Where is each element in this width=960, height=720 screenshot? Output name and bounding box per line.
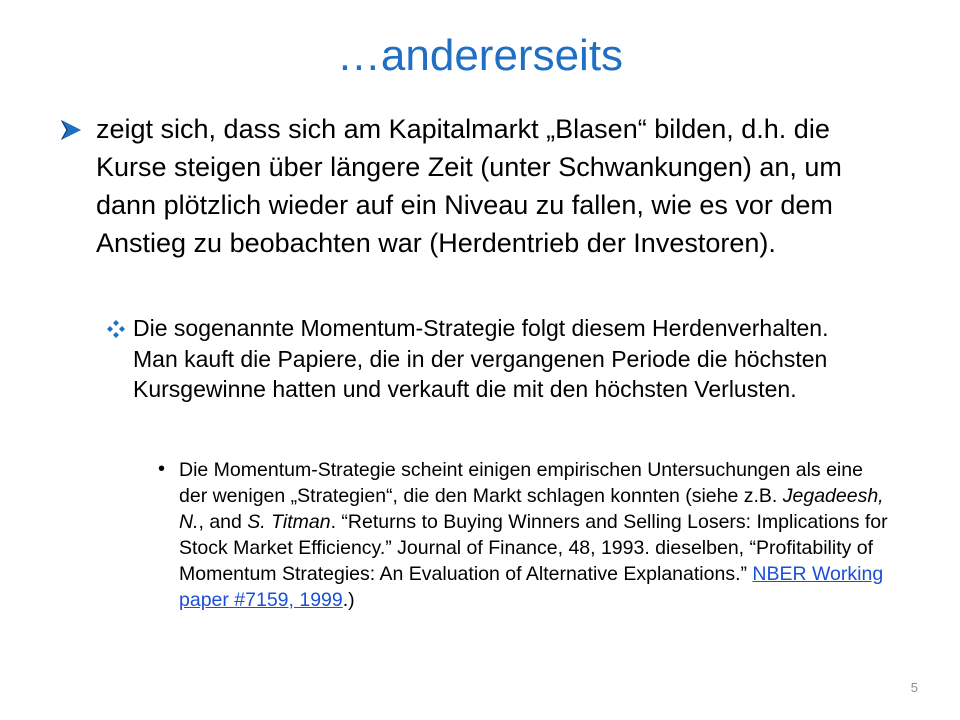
bullet-level-2-text: Die sogenannte Momentum-Strategie folgt diesem Herdenverhalten. Man kauft die Papiere, die in der vergangenen Periode die höchsten Kursgewinne hatten und verkauft die mit den höchsten Verlusten.	[133, 315, 829, 402]
bullet-level-3-text	[179, 457, 892, 613]
bullet-level-1	[60, 110, 880, 262]
citation-text-1: Die Momentum-Strategie scheint einigen empirischen Untersuchungen als eine der wenigen „Strategien“, die den Markt schlagen konnten (siehe z.B.	[179, 459, 863, 507]
bullet-level-2	[106, 313, 866, 405]
bullet-level-3	[152, 457, 892, 613]
citation-text-2: , and	[198, 511, 248, 533]
citation-author-1: Jegadeesh, N.	[179, 485, 884, 533]
four-diamond-bullet-icon	[106, 313, 133, 405]
arrow-bullet-icon	[60, 110, 96, 262]
slide-number: 5	[910, 680, 918, 695]
bullet-level-1-text: zeigt sich, dass sich am Kapitalmarkt „Blasen“ bilden, d.h. die Kurse steigen über längere Zeit (unter Schwankungen) an, um dann plötzlich wieder auf ein Niveau zu fallen, wie es vor dem Anstieg zu beobachten war (Herdentrieb der Investoren).	[96, 114, 842, 258]
slide-title: …andererseits	[336, 31, 624, 80]
nber-paper-link[interactable]: NBER Working paper #7159, 1999	[179, 563, 884, 611]
dot-bullet-marker: •	[158, 458, 166, 480]
dot-bullet-icon	[152, 457, 179, 613]
citation-text-3: . “Returns to Buying Winners and Selling Losers: Implications for Stock Market Efficiency.” Journal of Finance, 48, 1993. dieselben, “Profitability of Momentum Strategies: An Evaluation of Alternative Explanations.”	[179, 511, 888, 585]
citation-text-4: .)	[342, 589, 355, 611]
citation-author-2: S. Titman	[247, 511, 331, 533]
